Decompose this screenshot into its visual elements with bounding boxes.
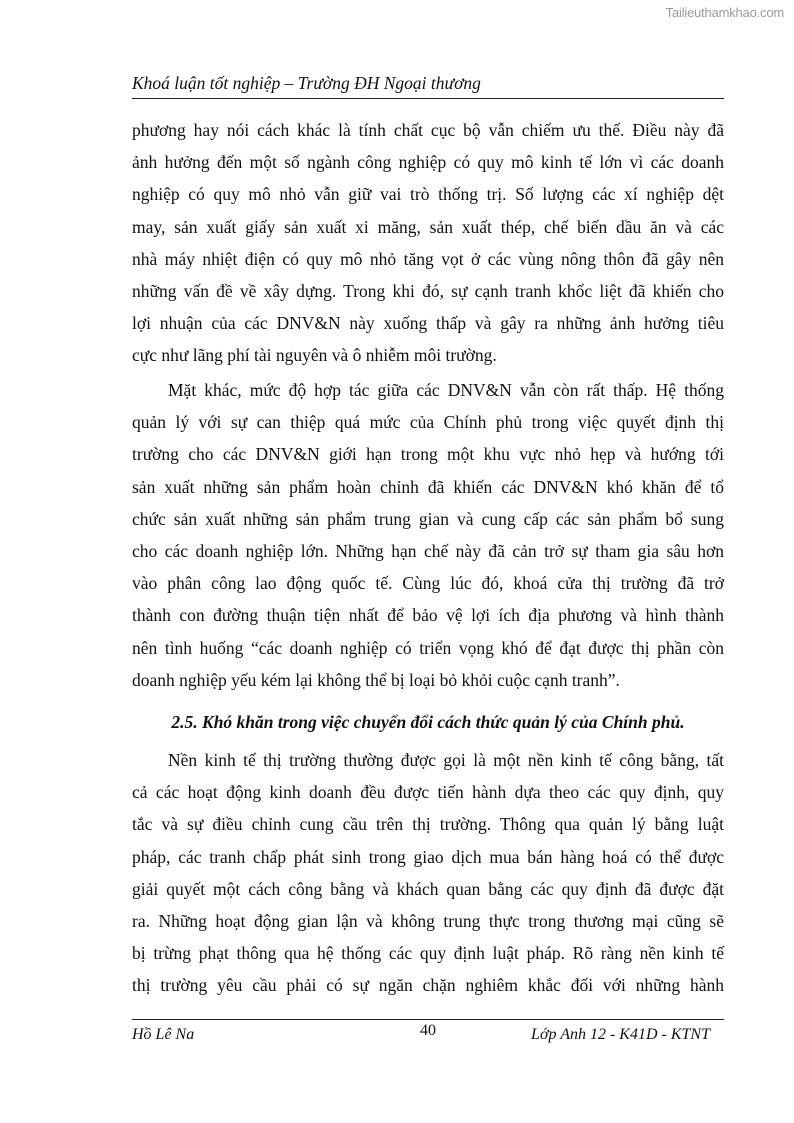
paragraph-2 bbox=[132, 374, 724, 696]
text-line: chức sản xuất những sản phẩm trung gian và cung cấp các sản phẩm bổ sung bbox=[132, 508, 724, 529]
text-line: cho các doanh nghiệp lớn. Những hạn chế này đã cản trở sự tham gia sâu hơn bbox=[132, 540, 724, 561]
text-line: vào phân công lao động quốc tế. Cùng lúc đó, khoá cửa thị trường đã trở bbox=[132, 573, 724, 594]
text-line: thị trường yêu cầu phải có sự ngăn chặn nghiêm khắc đối với những hành bbox=[132, 975, 724, 996]
page-number: 40 bbox=[420, 1022, 436, 1039]
text-line: sản xuất những sản phẩm hoàn chỉnh đã khiến các DNV&N khó khăn để tổ bbox=[132, 476, 724, 497]
text-line: thành con đường thuận tiện nhất để bảo vệ lợi ích địa phương và hình thành bbox=[132, 605, 724, 626]
text-line: tắc và sự điều chỉnh cung cầu trên thị trường. Thông qua quản lý bằng luật bbox=[132, 814, 724, 835]
text-line: pháp, các tranh chấp phát sinh trong giao dịch mua bán hàng hoá có thể được bbox=[132, 846, 724, 867]
text-line: những vấn đề về xây dựng. Trong khi đó, sự cạnh tranh khốc liệt đã khiến cho bbox=[132, 280, 724, 301]
text-line: lợi nhuận của các DNV&N này xuống thấp và gây ra những ảnh hưởng tiêu bbox=[132, 313, 724, 334]
text-line: phương hay nói cách khác là tính chất cục bộ vẫn chiếm ưu thế. Điều này đã bbox=[132, 120, 724, 140]
text-line: cực như lãng phí tài nguyên và ô nhiễm môi trường. bbox=[132, 345, 497, 366]
footer-author: Hồ Lê Na bbox=[132, 1026, 195, 1043]
watermark: Tailieuthamkhao.com bbox=[665, 5, 784, 20]
text-line: giải quyết một cách công bằng và khách quan bằng các quy định đã được đặt bbox=[132, 878, 724, 899]
text-line: nghiệp có quy mô nhỏ vẫn giữ vai trò thống trị. Số lượng các xí nghiệp dệt bbox=[132, 184, 724, 205]
section-heading: 2.5. Khó khăn trong việc chuyển đổi cách thức quản lý của Chính phủ. bbox=[171, 712, 685, 732]
text-line: nên tình huống “các doanh nghiệp có triển vọng khó để đạt được thị phần còn bbox=[132, 637, 724, 658]
text-line: quản lý với sự can thiệp quá mức của Chính phủ trong việc quyết định thị bbox=[132, 412, 724, 433]
text-line: nhà máy nhiệt điện có quy mô nhỏ tăng vọt ở các vùng nông thôn đã gây nên bbox=[132, 248, 724, 269]
text-line: ảnh hưởng đến một số ngành công nghiệp có quy mô kinh tế lớn vì các doanh bbox=[132, 152, 724, 173]
text-line: Nền kinh tế thị trường thường được gọi là một nền kinh tế công bằng, tất bbox=[168, 750, 724, 770]
text-line: bị trừng phạt thông qua hệ thống các quy định luật pháp. Rõ ràng nền kinh tế bbox=[132, 943, 724, 964]
page-footer bbox=[132, 1019, 724, 1046]
running-header: Khoá luận tốt nghiệp – Trường ĐH Ngoại thương bbox=[132, 72, 724, 99]
paragraph-1 bbox=[132, 114, 724, 372]
text-line: may, sản xuất giấy sản xuất xi măng, sản xuất thép, chế biến dầu ăn và các bbox=[132, 216, 724, 237]
text-line: trường cho các DNV&N giới hạn trong một khu vực nhỏ hẹp và hướng tới bbox=[132, 444, 724, 465]
footer-class: Lớp Anh 12 - K41D - KTNT bbox=[531, 1026, 710, 1043]
text-line: cả các hoạt động kinh doanh đều được tiến hành dựa theo các quy định, quy bbox=[132, 782, 724, 803]
text-line: ra. Những hoạt động gian lận và không trung thực trong thương mại cũng sẽ bbox=[132, 910, 724, 931]
text-line: doanh nghiệp yếu kém lại không thể bị loại bỏ khỏi cuộc cạnh tranh”. bbox=[132, 669, 620, 690]
text-line: Mặt khác, mức độ hợp tác giữa các DNV&N vẫn còn rất thấp. Hệ thống bbox=[168, 380, 724, 400]
paragraph-3 bbox=[132, 744, 724, 1002]
